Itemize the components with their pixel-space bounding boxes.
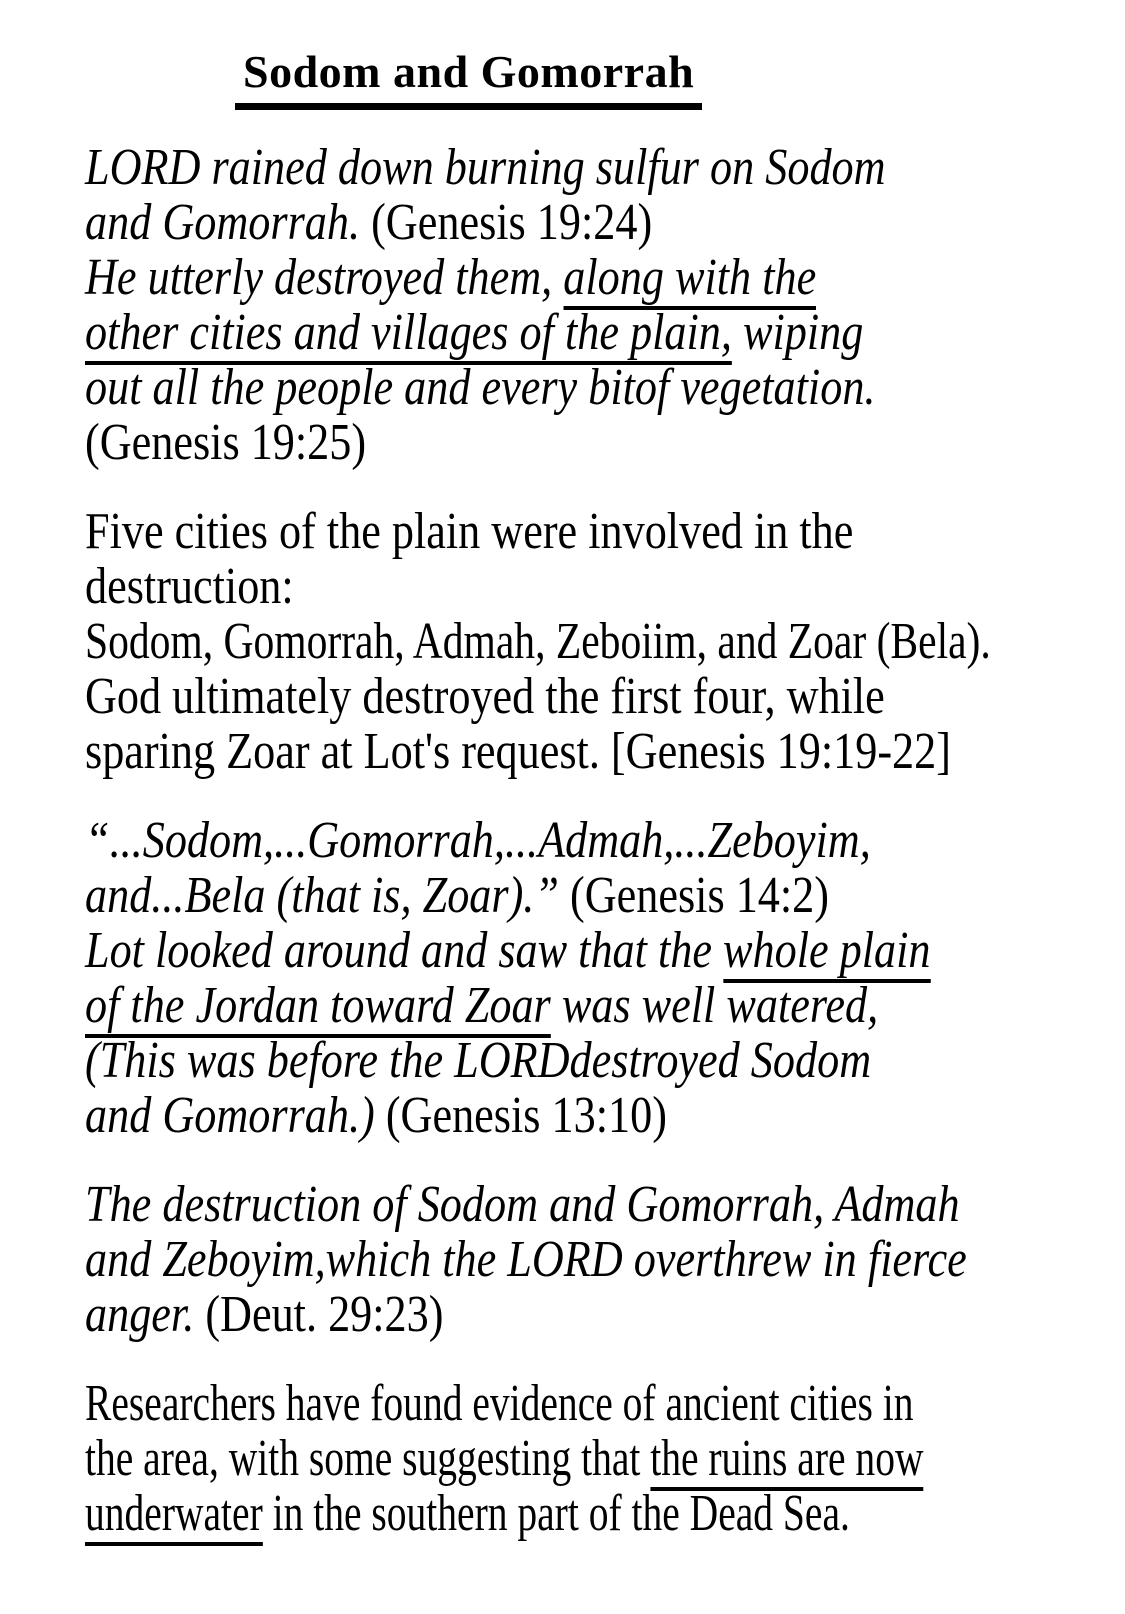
text-line bbox=[85, 1088, 969, 1143]
text-line bbox=[85, 415, 969, 470]
text-run: destruction: bbox=[85, 557, 294, 615]
text-line bbox=[85, 923, 969, 978]
text-run: Researchers have found evidence of ancient cities in bbox=[85, 1374, 914, 1432]
text-line bbox=[85, 669, 969, 724]
text-line bbox=[85, 195, 969, 250]
paragraphs bbox=[85, 140, 1125, 1541]
text-line bbox=[85, 813, 969, 868]
underlined-phrase: of the Jordan toward Zoar bbox=[85, 977, 551, 1038]
scripture-reference: (Genesis 13:10) bbox=[374, 1086, 667, 1144]
text-line bbox=[85, 1287, 969, 1342]
text-line bbox=[85, 1374, 914, 1432]
text-run: (This was before the LORDdestroyed Sodom bbox=[85, 1031, 872, 1089]
text-line bbox=[85, 559, 969, 614]
text-run: wiping bbox=[731, 303, 864, 361]
scripture-reference: (Genesis 19:24) bbox=[360, 193, 653, 251]
scripture-reference: (Deut. 29:23) bbox=[194, 1285, 444, 1343]
genesis-19-24-25-quote bbox=[85, 140, 969, 470]
text-run: The destruction of Sodom and Gomorrah, Admah bbox=[85, 1175, 960, 1233]
text-line bbox=[85, 868, 969, 923]
text-line bbox=[85, 360, 969, 415]
text-run: in the southern part of the Dead Sea. bbox=[262, 1484, 850, 1542]
text-run: “...Sodom,...Gomorrah,...Admah,...Zeboyim, bbox=[85, 811, 871, 869]
text-line bbox=[85, 1177, 969, 1232]
scripture-reference: (Genesis 19:25) bbox=[85, 413, 367, 471]
text-run: Five cities of the plain were involved in the bbox=[85, 502, 854, 560]
text-line bbox=[85, 140, 969, 195]
text-line bbox=[85, 250, 969, 305]
scripture-reference: (Genesis 14:2) bbox=[558, 866, 830, 924]
underlined-phrase: other cities and villages of the plain, bbox=[85, 304, 732, 365]
text-line bbox=[85, 724, 969, 779]
deut-29-23-quote bbox=[85, 1177, 969, 1342]
five-cities-paragraph bbox=[85, 502, 991, 780]
text-line bbox=[85, 612, 991, 670]
text-line bbox=[85, 1033, 969, 1088]
text-run: LORD rained down burning sulfur on Sodom bbox=[85, 138, 886, 196]
text-line bbox=[85, 1232, 969, 1287]
underlined-phrase: along with the bbox=[563, 249, 816, 310]
text-run: anger. bbox=[85, 1285, 195, 1343]
text-line bbox=[85, 504, 969, 559]
text-run: out all the people and every bitof vegetation. bbox=[85, 358, 876, 416]
page-title: Sodom and Gomorrah bbox=[235, 46, 702, 110]
genesis-14-2-and-13-10-quote bbox=[85, 813, 969, 1143]
text-run: was well watered, bbox=[550, 976, 879, 1034]
text-line bbox=[85, 978, 969, 1033]
text-run: and Zeboyim,which the LORD overthrew in fierce bbox=[85, 1230, 967, 1288]
text-run: and Gomorrah.) bbox=[85, 1086, 375, 1144]
text-run: sparing Zoar at Lot's request. [Genesis 19:19-22] bbox=[85, 722, 951, 780]
researchers-paragraph bbox=[85, 1374, 924, 1542]
underlined-phrase: whole plain bbox=[723, 922, 930, 983]
text-run: the area, with some suggesting that bbox=[85, 1429, 651, 1487]
text-line bbox=[85, 1486, 875, 1541]
text-run: He utterly destroyed them, bbox=[85, 248, 564, 306]
text-run: and Gomorrah. bbox=[85, 193, 361, 251]
underlined-phrase: the ruins are now bbox=[650, 1430, 923, 1491]
underlined-phrase: underwater bbox=[85, 1485, 263, 1546]
text-run: Sodom, Gomorrah, Admah, Zeboiim, and Zoar (Bela). bbox=[85, 612, 991, 670]
text-run: and...Bela (that is, Zoar).” bbox=[85, 866, 559, 924]
text-line bbox=[85, 1429, 924, 1487]
text-run: God ultimately destroyed the first four, while bbox=[85, 667, 885, 725]
text-line bbox=[85, 305, 969, 360]
text-run: Lot looked around and saw that the bbox=[85, 921, 724, 979]
